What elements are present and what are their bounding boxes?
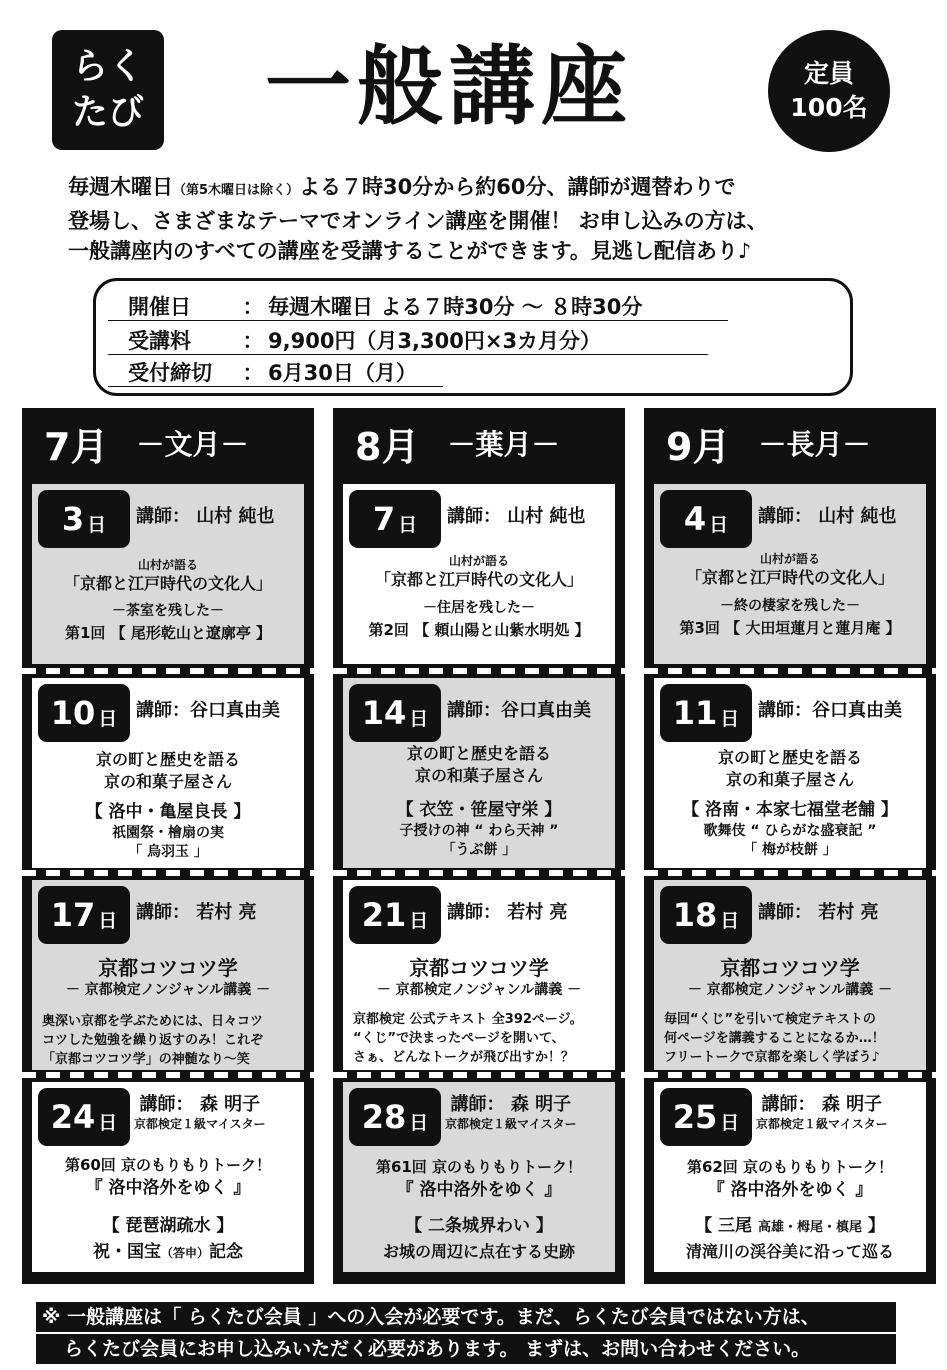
day-unit: 日 [720, 707, 740, 730]
day-unit: 日 [98, 707, 118, 730]
lecture-topic: 第3回 【 大田垣蓮月と蓮月庵 】 [679, 619, 901, 637]
topic-note: 高雄・栂尾・槙尾 [757, 1220, 862, 1235]
intro-text [68, 172, 928, 266]
capacity-value: 100名 [790, 93, 868, 122]
membership-notice [36, 1302, 896, 1366]
lecture-title: 『 洛中洛外をゆく 』 [396, 1180, 562, 1200]
lecture-description: 奥深い京都を学ぶためには、日々コツ [42, 1014, 264, 1029]
dashed-divider [333, 668, 625, 674]
topic-text: 【 三尾 [695, 1216, 753, 1236]
lecturer-block [756, 1090, 888, 1132]
month-column-august [333, 408, 625, 1284]
month-header [333, 408, 625, 478]
intro-line-1 [68, 172, 928, 206]
info-separator: ： [242, 361, 264, 385]
day-unit: 日 [409, 909, 429, 932]
lecture-detail: お城の周辺に点在する史跡 [382, 1242, 575, 1261]
date-badge [349, 886, 441, 944]
lecturer-credential: 京都検定１級マイスター [445, 1117, 577, 1131]
lecture-cell [32, 484, 304, 664]
lecture-subtitle: － 京都検定ノンジャンル講義 － [65, 982, 271, 998]
lecture-series: 第62回 京のもりもりトーク！ [686, 1158, 894, 1176]
month-header [644, 408, 936, 478]
lecture-title: 「京都と江戸時代の文化人」 [685, 568, 894, 587]
lecturer-name: 講師： 山村 純也 [136, 506, 275, 527]
lecture-series: 京の町と歴史を語る [717, 748, 862, 767]
date-badge [349, 490, 441, 548]
date-badge [38, 1088, 130, 1146]
lecture-cell [343, 880, 615, 1070]
intro-line-1a: 毎週木曜日 [68, 175, 173, 199]
notice-line-2: らくたび会員にお申し込みいただく必要があります。 まずは、お問い合わせください。 [36, 1334, 896, 1364]
dashed-divider [22, 870, 314, 876]
lecture-topic [654, 1214, 926, 1240]
day-unit: 日 [709, 513, 729, 536]
day-number: 21 [361, 896, 407, 934]
lecture-description: 「京都コツコツ学」の神髄なり～笑 [42, 1052, 250, 1067]
lecture-title: 『 洛中洛外をゆく 』 [707, 1180, 873, 1200]
date-badge [660, 684, 752, 742]
day-number: 18 [672, 896, 718, 934]
info-label: 開催日 [128, 295, 191, 319]
month-name: 9月 [666, 424, 731, 469]
lecture-title: 『 洛中洛外をゆく 』 [85, 1178, 251, 1198]
lecturer-name: 講師： 若村 亮 [447, 902, 568, 923]
lecture-topic: 第2回 【 頼山陽と山紫水明処 】 [368, 621, 590, 639]
lecture-detail: 「 烏羽玉 」 [128, 844, 208, 860]
day-number: 17 [50, 896, 96, 934]
lecture-description: 京都検定 公式テキスト 全392ページ。 [353, 1012, 583, 1027]
dashed-divider [644, 1072, 936, 1078]
date-badge [349, 1088, 441, 1146]
lecture-title: 「京都と江戸時代の文化人」 [63, 574, 272, 593]
month-name: 8月 [355, 424, 420, 469]
month-name: 7月 [44, 424, 109, 469]
month-column-july [22, 408, 314, 1284]
detail-note: （答申） [160, 1246, 209, 1260]
lecture-description: “くじ”で決まったページを開いて、 [353, 1031, 565, 1046]
lecture-detail: 「 梅が枝餅 」 [743, 842, 837, 858]
lecture-detail: 「うぶ餅 」 [441, 842, 517, 858]
lecture-series: 山村が語る [448, 554, 509, 568]
lecturer-name: 講師：谷口真由美 [447, 700, 591, 721]
day-unit: 日 [98, 909, 118, 932]
lecture-topic: 【 洛南・本家七福堂老舗 】 [682, 800, 898, 820]
topic-text: 】 [867, 1216, 885, 1236]
lecture-series: 第60回 京のもりもりトーク！ [64, 1156, 272, 1174]
month-japanese-name: －長月－ [758, 428, 871, 461]
day-number: 3 [61, 500, 85, 538]
lecturer-name: 講師： 森 明子 [450, 1094, 572, 1115]
lecture-subtitle: －茶室を残した－ [112, 603, 224, 619]
lecture-detail: 歌舞伎 “ ひらがな盛衰記 ” [703, 823, 877, 839]
lecture-title: 京の和菓子屋さん [725, 770, 854, 789]
info-separator: ： [242, 329, 264, 353]
page-title: 一般講座 [265, 37, 633, 137]
lecture-cell [32, 678, 304, 868]
notice-line-1: ※ 一般講座は「 らくたび会員 」への入会が必要です。まだ、らくたび会員ではない方は、 [36, 1302, 896, 1332]
capacity-badge [768, 30, 890, 152]
lecture-description: さぁ、どんなトークが飛び出すか！？ [353, 1050, 575, 1065]
info-value: 6月30日（月） [268, 361, 417, 385]
date-badge [660, 886, 752, 944]
month-japanese-name: －葉月－ [447, 428, 560, 461]
lecture-cell [654, 484, 926, 664]
day-number: 7 [372, 500, 396, 538]
day-number: 4 [683, 500, 707, 538]
info-value: 9,900円（月3,300円×3カ月分） [268, 329, 602, 353]
intro-note: （第5木曜日は除く） [173, 183, 300, 198]
lecturer-name: 講師：谷口真由美 [136, 700, 280, 721]
day-number: 28 [361, 1098, 407, 1136]
lecture-cell [343, 678, 615, 868]
lecture-subtitle: －終の棲家を残した－ [720, 598, 860, 614]
lecture-description: コツした勉強を繰り返すのみ！これぞ [42, 1033, 264, 1048]
lecture-description: フリートークで京都を楽しく学ぼう♪ [664, 1050, 880, 1065]
dashed-divider [22, 1072, 314, 1078]
lecturer-credential: 京都検定１級マイスター [134, 1117, 266, 1131]
lecturer-block [445, 1090, 577, 1132]
dashed-divider [333, 1072, 625, 1078]
lecture-cell [32, 1082, 304, 1272]
lecture-title: 京都コツコツ学 [720, 956, 860, 980]
month-header [22, 408, 314, 478]
month-japanese-name: －文月－ [136, 428, 249, 461]
lecture-description: 毎回“くじ”を引いて検定テキストの [664, 1012, 876, 1027]
lecture-series: 山村が語る [759, 552, 820, 566]
lecture-cell [654, 880, 926, 1070]
detail-text: 記念 [209, 1242, 243, 1262]
lecture-topic: 【 二条城界わい 】 [405, 1216, 553, 1236]
intro-line-3: 一般講座内のすべての講座を受講することができます。見逃し配信あり♪ [68, 239, 752, 263]
dashed-divider [644, 668, 936, 674]
logo-line-1: らく [71, 46, 144, 87]
lecture-series: 京の町と歴史を語る [406, 744, 551, 763]
lecture-topic: 【 琵琶湖疏水 】 [102, 1216, 234, 1236]
lecture-cell [343, 1082, 615, 1272]
date-badge [660, 490, 752, 548]
lecture-detail [32, 1240, 304, 1265]
day-unit: 日 [398, 513, 418, 536]
lecturer-name: 講師： 若村 亮 [758, 902, 879, 923]
date-badge [38, 490, 130, 548]
day-unit: 日 [87, 513, 107, 536]
info-label: 受付締切 [128, 361, 212, 385]
lecture-subtitle: －住居を残した－ [423, 600, 535, 616]
lecture-series: 第61回 京のもりもりトーク！ [375, 1158, 583, 1176]
logo-line-2: たび [71, 92, 144, 133]
lecture-series: 京の町と歴史を語る [95, 750, 240, 769]
date-badge [38, 684, 130, 742]
lecture-topic: 第1回 【 尾形乾山と遼廓亭 】 [64, 624, 272, 642]
lecture-detail: 祇園祭・檜扇の実 [112, 825, 224, 841]
date-badge [349, 684, 441, 742]
info-row-deadline [108, 357, 443, 387]
day-unit: 日 [409, 1111, 429, 1134]
lecture-series: 山村が語る [137, 558, 198, 572]
lecture-cell [654, 1082, 926, 1272]
lecture-topic: 【 衣笠・笹屋守栄 】 [396, 800, 562, 820]
lecture-title: 京の和菓子屋さん [103, 772, 232, 791]
info-separator: ： [242, 295, 264, 319]
info-row-date [108, 291, 728, 321]
lecture-subtitle: － 京都検定ノンジャンル講義 － [687, 982, 893, 998]
lecture-detail: 子授けの神 “ わら天神 ” [399, 823, 559, 839]
info-label: 受講料 [128, 329, 191, 353]
lecture-title: 「京都と江戸時代の文化人」 [374, 570, 583, 589]
lecture-cell [654, 678, 926, 868]
day-number: 14 [361, 694, 407, 732]
lecture-cell [343, 484, 615, 664]
dashed-divider [644, 870, 936, 876]
lecturer-name: 講師： 森 明子 [761, 1094, 883, 1115]
day-unit: 日 [409, 707, 429, 730]
day-number: 25 [672, 1098, 718, 1136]
lecturer-name: 講師： 森 明子 [139, 1094, 261, 1115]
day-unit: 日 [720, 909, 740, 932]
lecturer-name: 講師： 山村 純也 [758, 506, 897, 527]
lecture-title: 京の和菓子屋さん [414, 766, 543, 785]
dashed-divider [22, 668, 314, 674]
lecturer-credential: 京都検定１級マイスター [756, 1117, 888, 1131]
day-number: 11 [672, 694, 718, 732]
day-number: 24 [50, 1098, 96, 1136]
lecturer-name: 講師： 山村 純也 [447, 506, 586, 527]
lecturer-name: 講師： 若村 亮 [136, 902, 257, 923]
dashed-divider [333, 870, 625, 876]
capacity-label: 定員 [803, 59, 854, 88]
lecture-topic: 【 洛中・亀屋良長 】 [85, 802, 251, 822]
lecturer-name: 講師：谷口真由美 [758, 700, 902, 721]
lecture-subtitle: － 京都検定ノンジャンル講義 － [376, 982, 582, 998]
date-badge [38, 886, 130, 944]
lecture-description: 何ページを講義することになるか…！ [664, 1031, 885, 1046]
info-row-fee [108, 325, 708, 355]
lecture-detail: 清滝川の渓谷美に沿って巡る [685, 1242, 894, 1261]
month-column-september [644, 408, 936, 1284]
schedule-info-box [93, 278, 853, 396]
day-unit: 日 [720, 1111, 740, 1134]
date-badge [660, 1088, 752, 1146]
intro-line-1b: よる７時30分から約60分、講師が週替わりで [299, 175, 736, 199]
lecture-cell [32, 880, 304, 1070]
intro-line-2: 登場し、さまざまなテーマでオンライン講座を開催！ お申し込みの方は、 [68, 209, 768, 233]
info-value: 毎週木曜日 よる７時30分 ～ ８時30分 [268, 295, 643, 319]
rakutabi-logo [52, 30, 164, 150]
detail-text: 祝・国宝 [92, 1242, 161, 1262]
lecture-title: 京都コツコツ学 [98, 956, 238, 980]
day-unit: 日 [98, 1111, 118, 1134]
lecture-title: 京都コツコツ学 [409, 956, 549, 980]
lecturer-block [134, 1090, 266, 1132]
day-number: 10 [50, 694, 96, 732]
